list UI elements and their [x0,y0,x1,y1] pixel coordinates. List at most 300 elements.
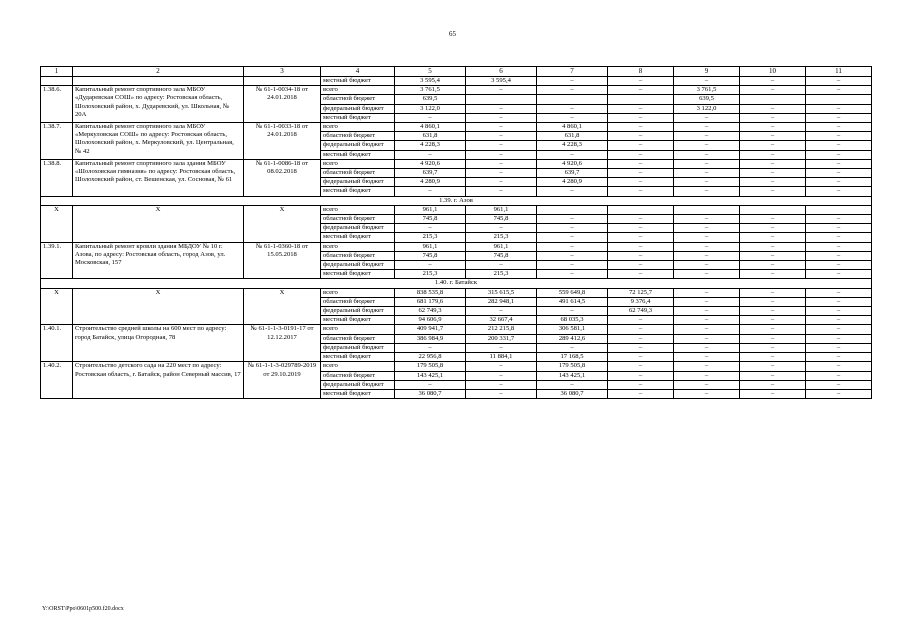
value-cell: – [674,242,740,251]
value-cell: – [806,362,872,371]
value-cell: – [806,242,872,251]
value-cell: – [740,261,806,270]
value-cell: – [466,187,537,196]
value-cell: – [466,150,537,159]
budget-label: федеральный бюджет [321,307,395,316]
value-cell: 215,3 [466,233,537,242]
value-cell: 306 581,1 [537,325,608,334]
value-cell: – [806,316,872,325]
value-cell: – [608,77,674,86]
value-cell: – [537,104,608,113]
value-cell: – [466,169,537,178]
value-cell: – [740,224,806,233]
budget-label: областной бюджет [321,95,395,104]
value-cell: – [674,215,740,224]
value-cell: – [740,113,806,122]
value-cell: – [395,113,466,122]
header-row [41,67,872,77]
value-cell: – [537,380,608,389]
value-cell: 4 860,1 [395,123,466,132]
value-cell: – [674,132,740,141]
table-row [41,325,872,334]
column-header: 5 [395,67,466,77]
value-cell: – [740,86,806,95]
budget-label: всего [321,288,395,297]
column-header: 2 [73,67,244,77]
budget-label: всего [321,86,395,95]
item-document [244,77,321,86]
item-number: 1.39.1. [41,242,73,279]
value-cell: – [537,251,608,260]
value-cell: – [608,159,674,168]
column-header: 10 [740,67,806,77]
value-cell: 4 920,6 [537,159,608,168]
value-cell: – [674,169,740,178]
value-cell: 639,5 [395,95,466,104]
value-cell: – [674,307,740,316]
value-cell: 3 595,4 [395,77,466,86]
value-cell: 745,8 [466,251,537,260]
value-cell: 491 614,5 [537,297,608,306]
value-cell: – [740,362,806,371]
value-cell: – [740,334,806,343]
value-cell: 3 122,0 [395,104,466,113]
item-number: 1.38.7. [41,123,73,160]
item-name: Капитальный ремонт кровли здания МБДОУ № 10 г. Азова, по адресу: Ростовская область, город Азов, ул. Московская, 157 [73,242,244,279]
value-cell [740,205,806,214]
item-name: Х [73,288,244,325]
value-cell: – [806,104,872,113]
value-cell: – [806,86,872,95]
value-cell: – [608,325,674,334]
value-cell: – [395,343,466,352]
value-cell: – [537,150,608,159]
value-cell: – [608,362,674,371]
table-row [41,205,872,214]
value-cell: – [806,251,872,260]
value-cell: – [466,261,537,270]
value-cell: 9 376,4 [608,297,674,306]
value-cell: – [466,389,537,398]
value-cell: – [806,261,872,270]
value-cell: 3 595,4 [466,77,537,86]
value-cell: – [466,104,537,113]
value-cell: – [806,389,872,398]
value-cell [740,95,806,104]
value-cell: 386 984,9 [395,334,466,343]
value-cell: 143 425,1 [537,371,608,380]
value-cell: – [608,215,674,224]
column-header: 3 [244,67,321,77]
value-cell: – [466,343,537,352]
value-cell: – [674,316,740,325]
item-number: Х [41,288,73,325]
value-cell: 11 884,1 [466,353,537,362]
table-row [41,159,872,168]
budget-label: местный бюджет [321,150,395,159]
value-cell: – [806,307,872,316]
item-document: № 61-1-0033-18 от 24.01.2018 [244,123,321,160]
value-cell: – [740,380,806,389]
budget-label: местный бюджет [321,233,395,242]
value-cell: 838 535,8 [395,288,466,297]
item-name [73,77,244,86]
section-title: 1.40. г. Батайск [41,279,872,288]
value-cell: 3 122,0 [674,104,740,113]
value-cell: 639,7 [537,169,608,178]
value-cell: 3 761,5 [674,86,740,95]
item-name: Капитальный ремонт спортивного зала МБОУ «Дударевская СОШ» по адресу: Ростовская область, Шолоховский район, х. Дударевский, ул. Школьная, № 20А [73,86,244,123]
value-cell: 179 505,8 [395,362,466,371]
value-cell: – [740,297,806,306]
value-cell: – [740,178,806,187]
value-cell: – [537,270,608,279]
value-cell: 4 920,6 [395,159,466,168]
value-cell: – [466,123,537,132]
table-row [41,86,872,95]
value-cell [608,95,674,104]
value-cell: – [674,251,740,260]
value-cell: – [806,150,872,159]
value-cell: – [608,104,674,113]
value-cell: – [674,141,740,150]
value-cell: 200 331,7 [466,334,537,343]
column-header: 4 [321,67,395,77]
value-cell: – [608,242,674,251]
value-cell: – [608,233,674,242]
value-cell: 215,3 [395,233,466,242]
item-name: Капитальный ремонт спортивного зала МБОУ «Меркуловская СОШ» по адресу: Ростовская область, Шолоховский район, х. Меркуловский, ул. Центральная, № 42 [73,123,244,160]
value-cell: 745,8 [466,215,537,224]
budget-label: федеральный бюджет [321,380,395,389]
value-cell: – [674,123,740,132]
value-cell: – [608,86,674,95]
item-number: 1.38.8. [41,159,73,196]
budget-label: местный бюджет [321,187,395,196]
value-cell: 289 412,6 [537,334,608,343]
value-cell: – [466,371,537,380]
value-cell: 94 606,9 [395,316,466,325]
value-cell: – [466,178,537,187]
value-cell [466,95,537,104]
value-cell: – [740,371,806,380]
value-cell: 62 749,3 [608,307,674,316]
value-cell: 639,5 [674,95,740,104]
value-cell: – [608,389,674,398]
value-cell: – [395,224,466,233]
value-cell: – [740,316,806,325]
value-cell: – [806,297,872,306]
section-title-row [41,279,872,288]
value-cell: – [740,288,806,297]
value-cell: – [674,371,740,380]
table-row [41,242,872,251]
value-cell: – [466,362,537,371]
value-cell: – [806,178,872,187]
value-cell: – [608,270,674,279]
budget-label: федеральный бюджет [321,224,395,233]
table-row [41,288,872,297]
value-cell: – [537,187,608,196]
value-cell: – [806,77,872,86]
budget-label: областной бюджет [321,169,395,178]
item-document: Х [244,205,321,242]
table-row [41,77,872,86]
budget-label: местный бюджет [321,270,395,279]
item-number: Х [41,205,73,242]
column-header: 1 [41,67,73,77]
value-cell: 961,1 [395,205,466,214]
value-cell: – [466,224,537,233]
value-cell: 68 035,3 [537,316,608,325]
value-cell: – [395,150,466,159]
column-header: 8 [608,67,674,77]
value-cell: – [740,270,806,279]
value-cell: – [674,178,740,187]
value-cell: 639,7 [395,169,466,178]
budget-label: всего [321,325,395,334]
value-cell: – [608,113,674,122]
value-cell: – [740,233,806,242]
value-cell: – [740,104,806,113]
value-cell [537,95,608,104]
item-number: 1.40.2. [41,362,73,399]
budget-label: всего [321,242,395,251]
value-cell: – [740,353,806,362]
value-cell: – [674,353,740,362]
value-cell: – [740,325,806,334]
value-cell: – [674,334,740,343]
value-cell: – [806,141,872,150]
item-name: Х [73,205,244,242]
value-cell: – [806,334,872,343]
table-row [41,123,872,132]
value-cell: 32 667,4 [466,316,537,325]
value-cell: – [806,187,872,196]
value-cell: – [608,141,674,150]
value-cell: 212 215,8 [466,325,537,334]
value-cell: 631,8 [395,132,466,141]
value-cell: – [740,187,806,196]
value-cell: – [466,113,537,122]
value-cell: – [740,123,806,132]
value-cell: – [674,233,740,242]
value-cell: – [466,132,537,141]
value-cell: – [608,343,674,352]
value-cell: – [537,307,608,316]
budget-table [40,66,872,399]
value-cell: – [674,362,740,371]
value-cell: – [674,159,740,168]
budget-label: областной бюджет [321,251,395,260]
value-cell: – [674,288,740,297]
value-cell [806,95,872,104]
value-cell: 282 948,1 [466,297,537,306]
value-cell: – [806,224,872,233]
item-document: Х [244,288,321,325]
value-cell: 36 080,7 [395,389,466,398]
value-cell: – [466,141,537,150]
value-cell: – [608,187,674,196]
value-cell: – [674,343,740,352]
value-cell: – [674,224,740,233]
item-name: Капитальный ремонт спортивного зала здания МБОУ «Шолоховская гимназия» по адресу: Ростовская область, Шолоховский район, ст. Вешенская, ул. Сосновая, № 61 [73,159,244,196]
value-cell: 17 168,5 [537,353,608,362]
value-cell: 36 080,7 [537,389,608,398]
value-cell: – [466,159,537,168]
column-header: 6 [466,67,537,77]
value-cell: – [740,389,806,398]
budget-label: областной бюджет [321,132,395,141]
value-cell: – [674,270,740,279]
value-cell: – [740,343,806,352]
value-cell: – [608,334,674,343]
value-cell: – [806,159,872,168]
budget-label: местный бюджет [321,389,395,398]
value-cell: – [674,380,740,389]
value-cell: – [740,169,806,178]
value-cell: – [466,380,537,389]
value-cell: 4 228,3 [537,141,608,150]
item-name: Строительство средней школы на 600 мест по адресу: город Батайск, улица Огородная, 78 [73,325,244,362]
value-cell: 961,1 [395,242,466,251]
value-cell: – [674,187,740,196]
value-cell: 4 280,9 [537,178,608,187]
value-cell: – [537,86,608,95]
value-cell: – [608,169,674,178]
value-cell: – [608,132,674,141]
value-cell: – [537,242,608,251]
value-cell: – [806,169,872,178]
value-cell [608,205,674,214]
value-cell: – [466,307,537,316]
value-cell: – [608,178,674,187]
value-cell: – [806,288,872,297]
value-cell: – [740,251,806,260]
value-cell: – [608,123,674,132]
item-number [41,77,73,86]
value-cell: – [608,316,674,325]
value-cell: – [537,113,608,122]
value-cell: – [674,113,740,122]
budget-label: федеральный бюджет [321,261,395,270]
value-cell: 745,8 [395,215,466,224]
value-cell: – [608,224,674,233]
value-cell [537,205,608,214]
value-cell: 745,8 [395,251,466,260]
item-document: № 61-1-0034-18 от 24.01.2018 [244,86,321,123]
value-cell: 143 425,1 [395,371,466,380]
value-cell: – [740,307,806,316]
value-cell: – [608,353,674,362]
value-cell: 179 505,8 [537,362,608,371]
budget-label: федеральный бюджет [321,104,395,113]
value-cell: – [674,389,740,398]
budget-label: федеральный бюджет [321,343,395,352]
column-header: 7 [537,67,608,77]
value-cell: – [674,261,740,270]
file-path-footer: Y:\ORST\Ppo\0601p500.f20.docx [42,606,124,612]
value-cell: – [608,371,674,380]
value-cell: – [674,150,740,159]
budget-label: местный бюджет [321,77,395,86]
section-title: 1.39. г. Азов [41,196,872,205]
value-cell: – [537,233,608,242]
item-document: № 61-1-1-3-029789-2019 от 29.10.2019 [244,362,321,399]
column-header: 11 [806,67,872,77]
value-cell: 409 941,7 [395,325,466,334]
value-cell: 62 749,3 [395,307,466,316]
value-cell: – [806,343,872,352]
column-header: 9 [674,67,740,77]
budget-label: областной бюджет [321,371,395,380]
item-document: № 61-1-1-3-0191-17 от 12.12.2017 [244,325,321,362]
budget-label: всего [321,159,395,168]
value-cell: – [537,77,608,86]
value-cell: – [740,77,806,86]
value-cell: – [740,132,806,141]
budget-label: местный бюджет [321,353,395,362]
budget-label: местный бюджет [321,316,395,325]
budget-label: местный бюджет [321,113,395,122]
budget-label: всего [321,205,395,214]
budget-label: областной бюджет [321,297,395,306]
value-cell: 4 280,9 [395,178,466,187]
value-cell: – [608,380,674,389]
value-cell: – [806,325,872,334]
value-cell: 72 125,7 [608,288,674,297]
item-document: № 61-1-0360-18 от 15.05.2018 [244,242,321,279]
value-cell: – [466,86,537,95]
item-name: Строительство детского сада на 220 мест по адресу: Ростовская область, г. Батайск, район Северный массив, 17 [73,362,244,399]
budget-label: всего [321,123,395,132]
value-cell: 559 649,8 [537,288,608,297]
budget-label: областной бюджет [321,215,395,224]
value-cell: – [674,297,740,306]
value-cell: – [395,187,466,196]
value-cell: – [806,215,872,224]
value-cell: – [608,251,674,260]
value-cell: 681 179,6 [395,297,466,306]
value-cell: – [806,371,872,380]
value-cell: – [806,123,872,132]
value-cell: – [608,150,674,159]
value-cell [674,205,740,214]
value-cell: – [537,261,608,270]
page-number: 65 [449,30,456,38]
value-cell: – [537,215,608,224]
value-cell: 215,3 [395,270,466,279]
item-document: № 61-1-0086-18 от 08.02.2018 [244,159,321,196]
value-cell: – [740,242,806,251]
value-cell: – [806,380,872,389]
budget-label: федеральный бюджет [321,178,395,187]
section-title-row [41,196,872,205]
value-cell: – [537,343,608,352]
value-cell: – [608,261,674,270]
value-cell: 4 860,1 [537,123,608,132]
value-cell: – [740,159,806,168]
value-cell: – [740,141,806,150]
value-cell: – [674,325,740,334]
value-cell: – [395,261,466,270]
budget-label: всего [321,362,395,371]
value-cell: 961,1 [466,242,537,251]
budget-label: областной бюджет [321,334,395,343]
value-cell: – [806,132,872,141]
value-cell: 3 761,5 [395,86,466,95]
table-row [41,362,872,371]
